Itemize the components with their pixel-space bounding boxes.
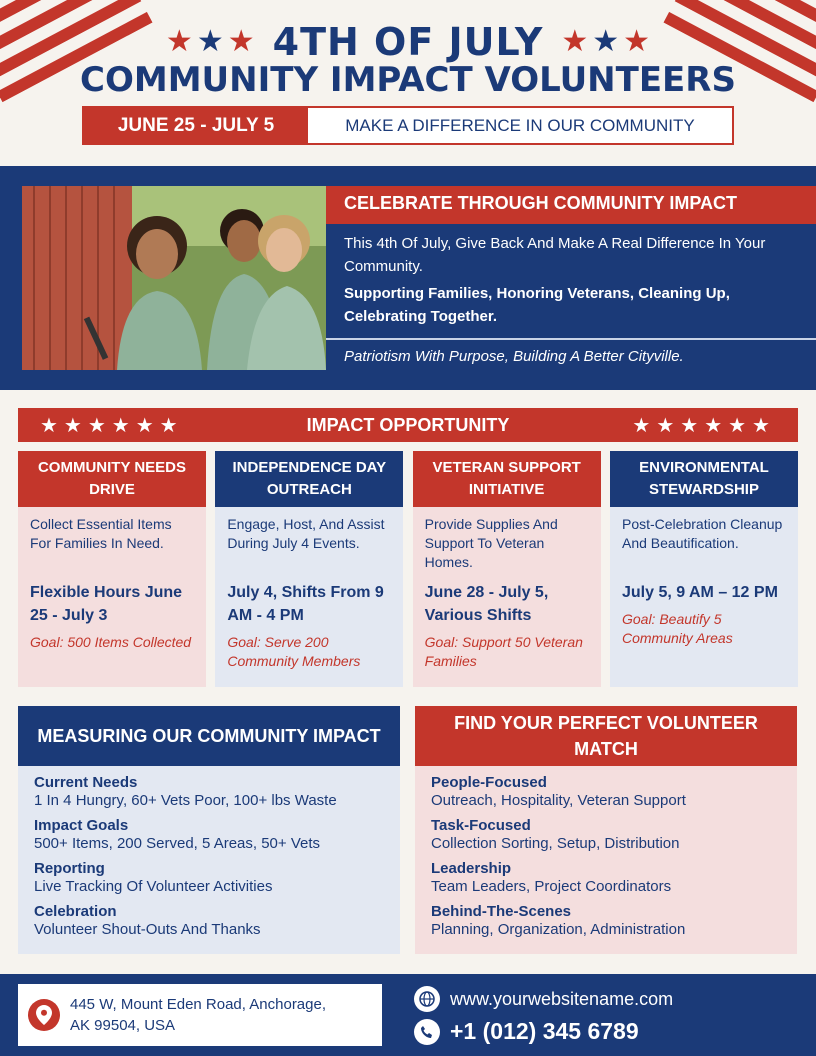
item-value: 500+ Items, 200 Served, 5 Areas, 50+ Vets [34, 835, 321, 852]
card-goal: Goal: Beautify 5 Community Areas [621, 611, 733, 646]
address-box [18, 984, 382, 1046]
opportunity-banner [18, 408, 798, 442]
item-value: Planning, Organization, Administration [431, 921, 686, 938]
card-title: VETERAN SUPPORT INITIATIVE [413, 451, 601, 507]
list-item [431, 903, 781, 939]
list-item [431, 774, 781, 810]
opportunity-heading: IMPACT OPPORTUNITY [306, 414, 510, 435]
card-title: COMMUNITY NEEDS DRIVE [18, 451, 206, 507]
globe-icon [414, 986, 440, 1012]
website-contact[interactable] [414, 986, 673, 1012]
list-item [431, 817, 781, 853]
footer [0, 974, 816, 1056]
card-independence-day-outreach [215, 451, 403, 687]
hero-section [0, 166, 816, 390]
item-value: 1 In 4 Hungry, 60+ Vets Poor, 100+ lbs Waste [34, 792, 337, 809]
card-goal: Goal: Serve 200 Community Members [227, 634, 361, 669]
star-group-left-icon: ★ ★ ★ [165, 25, 255, 58]
card-description: Post-Celebration Cleanup And Beautification. [621, 516, 783, 551]
card-title: INDEPENDENCE DAY OUTREACH [215, 451, 403, 507]
card-schedule: July 4, Shifts From 9 AM - 4 PM [227, 584, 384, 624]
list-item [34, 817, 384, 853]
opportunity-cards [18, 451, 798, 687]
item-label: Current Needs [34, 774, 138, 791]
hero-mission: Supporting Families, Honoring Veterans, Cleaning Up, Celebrating Together. [344, 285, 730, 325]
card-schedule: July 5, 9 AM – 12 PM [621, 584, 778, 601]
item-label: Reporting [34, 860, 105, 877]
hero-heading: CELEBRATE THROUGH COMMUNITY IMPACT [326, 186, 816, 224]
item-value: Team Leaders, Project Coordinators [431, 878, 672, 895]
star-group-right-icon: ★ ★ ★ [561, 25, 651, 58]
volunteer-match-panel [415, 706, 797, 954]
location-pin-icon [28, 999, 60, 1031]
address-line-2: AK 99504, USA [70, 1017, 176, 1034]
item-label: People-Focused [431, 774, 547, 791]
hero-intro: This 4th Of July, Give Back And Make A Real Difference In Your Community. [344, 235, 766, 275]
list-item [34, 860, 384, 896]
tagline: MAKE A DIFFERENCE IN OUR COMMUNITY [345, 115, 695, 135]
card-goal: Goal: Support 50 Veteran Families [424, 634, 583, 669]
star-row-left-icon: ★★★★★★ [40, 414, 184, 437]
event-dates: JUNE 25 - JULY 5 [84, 108, 308, 143]
card-description: Collect Essential Items For Families In Need. [30, 516, 172, 551]
card-title: ENVIRONMENTAL STEWARDSHIP [610, 451, 798, 507]
date-bar [82, 106, 734, 145]
item-value: Volunteer Shout-Outs And Thanks [34, 921, 261, 938]
item-label: Celebration [34, 903, 117, 920]
item-value: Collection Sorting, Setup, Distribution [431, 835, 680, 852]
address-line-1: 445 W, Mount Eden Road, Anchorage, [70, 996, 327, 1013]
card-schedule: June 28 - July 5, Various Shifts [424, 584, 549, 624]
item-label: Behind-The-Scenes [431, 903, 572, 920]
page-subtitle: COMMUNITY IMPACT VOLUNTEERS [80, 60, 736, 100]
card-environmental-stewardship [610, 451, 798, 687]
list-item [34, 903, 384, 939]
card-schedule: Flexible Hours June 25 - July 3 [30, 584, 183, 624]
list-item [431, 860, 781, 896]
phone-contact[interactable] [414, 1018, 639, 1045]
item-label: Task-Focused [431, 817, 531, 834]
card-veteran-support-initiative [413, 451, 601, 687]
item-value: Live Tracking Of Volunteer Activities [34, 878, 273, 895]
page-title: 4TH OF JULY [272, 20, 544, 64]
title-row [0, 20, 816, 64]
measuring-heading: MEASURING OUR COMMUNITY IMPACT [18, 706, 400, 766]
item-value: Outreach, Hospitality, Veteran Support [431, 792, 686, 809]
match-heading: FIND YOUR PERFECT VOLUNTEER MATCH [415, 706, 797, 766]
item-label: Impact Goals [34, 817, 129, 834]
phone-icon [414, 1019, 440, 1045]
item-label: Leadership [431, 860, 512, 877]
measuring-impact-panel [18, 706, 400, 954]
card-description: Provide Supplies And Support To Veteran Homes. [424, 516, 558, 570]
card-description: Engage, Host, And Assist During July 4 Events. [227, 516, 385, 551]
phone-number[interactable]: +1 (012) 345 6789 [450, 1018, 639, 1044]
card-community-needs-drive [18, 451, 206, 687]
list-item [34, 774, 384, 810]
website-link[interactable]: www.yourwebsitename.com [450, 988, 674, 1009]
card-goal: Goal: 500 Items Collected [30, 634, 192, 650]
hero-text [326, 186, 816, 373]
volunteers-photo [22, 186, 326, 370]
star-row-right-icon: ★★★★★★ [632, 414, 776, 437]
hero-slogan: Patriotism With Purpose, Building A Better Cityville. [344, 348, 684, 365]
